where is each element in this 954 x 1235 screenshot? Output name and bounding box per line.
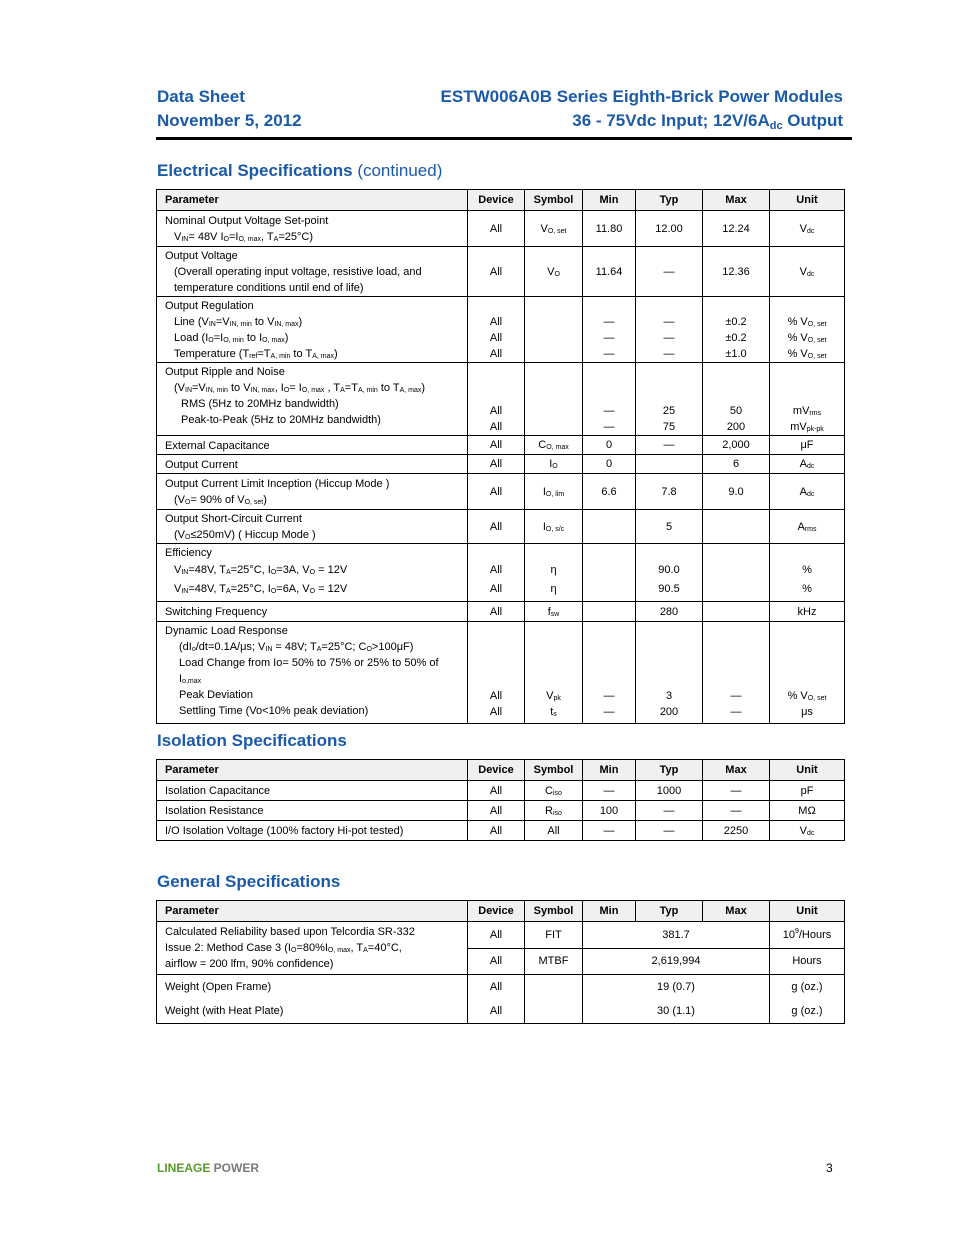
cell-symbol: $I_{O, s/c}$: [525, 510, 583, 544]
cell-typ: 1000: [636, 781, 703, 801]
cell-parameter: Output Ripple and Noise ($V_{IN}=V_{IN, min}$ to $V_{IN, max}$, $I_O= I_{O, max}$ , $T_A=T_{A, min}$ to $T_{A, max}$) RMS (5Hz to 20MHz bandwidth) Peak-to-Peak (5Hz to 20MHz bandwidth): [157, 363, 468, 436]
col-header-device: Device: [468, 760, 525, 781]
cell-typ: 5: [636, 510, 703, 544]
cell-max: 9.0: [703, 474, 770, 510]
cell-symbol: η η: [525, 544, 583, 602]
isolation-section-title: Isolation Specifications: [157, 731, 347, 750]
spec-row: [157, 474, 845, 510]
cell-symbol: [525, 297, 583, 363]
col-header-max: Max: [703, 190, 770, 211]
cell-parameter: Output Voltage (Overall operating input voltage, resistive load, and temperature conditions until end of life): [157, 247, 468, 297]
cell-parameter: Output Current Limit Inception (Hiccup Mode ) ($V_O= 90\%$ of $V_{O, set}$): [157, 474, 468, 510]
spec-row: [157, 922, 845, 949]
cell-min: [583, 544, 636, 602]
col-header-unit: Unit: [770, 760, 845, 781]
cell-min: —: [583, 821, 636, 841]
col-header-symbol: Symbol: [525, 760, 583, 781]
col-header-typ: Typ: [636, 901, 703, 922]
cell-max: 50 200: [703, 363, 770, 436]
doc-date: November 5, 2012: [157, 111, 302, 130]
cell-symbol: MTBF: [525, 948, 583, 975]
cell-typ: —: [636, 801, 703, 821]
spec-row: [157, 975, 845, 1024]
cell-typ: 90.0 90.5: [636, 544, 703, 602]
col-header-symbol: Symbol: [525, 901, 583, 922]
cell-unit: % $V_{O, set}$ % $V_{O, set}$ % $V_{O, set}$: [770, 297, 845, 363]
cell-min: 6.6: [583, 474, 636, 510]
spec-row: [157, 821, 845, 841]
cell-device: All: [468, 211, 525, 247]
electrical-section-title: Electrical Specifications (continued): [157, 161, 443, 180]
cell-device: All All: [468, 544, 525, 602]
col-header-device: Device: [468, 901, 525, 922]
cell-unit: $V_{dc}$: [770, 211, 845, 247]
spec-row: [157, 211, 845, 247]
cell-unit: $mV_{rms}$ $mV_{pk-pk}$: [770, 363, 845, 436]
cell-min: — —: [583, 622, 636, 724]
spec-row: [157, 510, 845, 544]
cell-min: 0: [583, 455, 636, 474]
cell-device: All: [468, 247, 525, 297]
cell-min: [583, 602, 636, 622]
cell-device: All: [468, 602, 525, 622]
cell-value: 2,619,994: [583, 948, 770, 975]
spec-row: [157, 363, 845, 436]
cell-symbol: $V_{pk}$ $t_s$: [525, 622, 583, 724]
cell-unit: μF: [770, 436, 845, 455]
cell-unit: kHz: [770, 602, 845, 622]
cell-unit: Hours: [770, 948, 845, 975]
cell-unit: $V_{dc}$: [770, 247, 845, 297]
cell-parameter: Nominal Output Voltage Set-point $V_{IN}= 48V$ $I_O=I_{O, max}$, $T_A=25^\circ C$): [157, 211, 468, 247]
col-header-max: Max: [703, 760, 770, 781]
cell-device: All: [468, 922, 525, 949]
cell-unit: pF: [770, 781, 845, 801]
cell-typ: —: [636, 436, 703, 455]
cell-max: [703, 544, 770, 602]
cell-device: All All: [468, 622, 525, 724]
cell-max: 2250: [703, 821, 770, 841]
col-header-unit: Unit: [770, 190, 845, 211]
cell-unit: g (oz.) g (oz.): [770, 975, 845, 1024]
product-subtitle: 36 - 75Vdc Input; $12V/6A_{dc}$ Output: [572, 111, 843, 132]
cell-unit: $A_{rms}$: [770, 510, 845, 544]
cell-device: All All All: [468, 297, 525, 363]
cell-device: All: [468, 455, 525, 474]
cell-min: 100: [583, 801, 636, 821]
cell-typ: 12.00: [636, 211, 703, 247]
cell-symbol: [525, 363, 583, 436]
cell-device: All: [468, 821, 525, 841]
cell-parameter: Dynamic Load Response ($dI_o/dt=0.1A/\mu s$; $V_{IN} = 48V$; $T_A=25^\circ C$; $C_O>100\mu F$) Load Change from Io= 50% to 75% or 25% to 50% of $I_{o,max}$ Peak Deviation Settling Time (Vo<10% peak deviation): [157, 622, 468, 724]
cell-device: All All: [468, 363, 525, 436]
cell-symbol: $C_{O, max}$: [525, 436, 583, 455]
spec-row: [157, 455, 845, 474]
cell-parameter: I/O Isolation Voltage (100% factory Hi-pot tested): [157, 821, 468, 841]
cell-min: [583, 510, 636, 544]
cell-symbol: $f_{sw}$: [525, 602, 583, 622]
doc-type-label: Data Sheet: [157, 87, 245, 106]
cell-max: [703, 510, 770, 544]
spec-row: [157, 801, 845, 821]
spec-row: [157, 781, 845, 801]
cell-unit: $A_{dc}$: [770, 474, 845, 510]
cell-symbol: $V_{O, set}$: [525, 211, 583, 247]
col-header-device: Device: [468, 190, 525, 211]
col-header-typ: Typ: [636, 760, 703, 781]
cell-symbol: $R_{iso}$: [525, 801, 583, 821]
footer-brand: LINEAGE POWER: [157, 1161, 260, 1175]
cell-typ: 3 200: [636, 622, 703, 724]
cell-device: All: [468, 474, 525, 510]
cell-parameter: Output Regulation Line ($V_{IN}=V_{IN, min}$ to $V_{IN, max}$) Load ($I_O=I_{O, min}$ to $I_{O, max}$) Temperature ($T_{ref}=T_{A, min}$ to $T_{A, max}$): [157, 297, 468, 363]
cell-symbol: FIT: [525, 922, 583, 949]
col-header-symbol: Symbol: [525, 190, 583, 211]
header-rule: [156, 137, 852, 140]
col-header-parameter: Parameter: [157, 190, 468, 211]
cell-parameter: Calculated Reliability based upon Telcordia SR-332 Issue 2: Method Case 3 ($I_O=80\%I_{O, max}$, $T_A=40^\circ C$, airflow = 200 lfm, 90% confidence): [157, 922, 468, 975]
cell-min: — —: [583, 363, 636, 436]
cell-symbol: All: [525, 821, 583, 841]
cell-symbol: $V_O$: [525, 247, 583, 297]
cell-symbol: $I_{O, lim}$: [525, 474, 583, 510]
cell-device: All All: [468, 975, 525, 1024]
cell-unit: $A_{dc}$: [770, 455, 845, 474]
cell-typ: [636, 455, 703, 474]
col-header-min: Min: [583, 190, 636, 211]
cell-parameter: Output Short-Circuit Current $(V_O\le 250mV)$ ( Hiccup Mode ): [157, 510, 468, 544]
spec-row: [157, 436, 845, 455]
cell-parameter: Isolation Resistance: [157, 801, 468, 821]
cell-unit: % %: [770, 544, 845, 602]
col-header-unit: Unit: [770, 901, 845, 922]
spec-row: [157, 602, 845, 622]
cell-typ: 7.8: [636, 474, 703, 510]
cell-max: 12.24: [703, 211, 770, 247]
cell-max: ±0.2 ±0.2 ±1.0: [703, 297, 770, 363]
spec-row: [157, 544, 845, 602]
cell-parameter: Efficiency $V_{IN}=48V$, $T_A=25^\circ C$, $I_O=3A$, $V_O = 12V$ $V_{IN}=48V$, $T_A=25^\circ C$, $I_O=6A$, $V_O = 12V$: [157, 544, 468, 602]
cell-value: 19 (0.7) 30 (1.1): [583, 975, 770, 1024]
col-header-parameter: Parameter: [157, 760, 468, 781]
cell-device: All: [468, 510, 525, 544]
cell-unit: $10^9$/Hours: [770, 922, 845, 949]
page-number: 3: [826, 1161, 833, 1175]
general-spec-table: [156, 900, 845, 1024]
cell-typ: — — —: [636, 297, 703, 363]
isolation-spec-table: [156, 759, 845, 841]
cell-value: 381.7: [583, 922, 770, 949]
cell-max: —: [703, 801, 770, 821]
cell-parameter: Switching Frequency: [157, 602, 468, 622]
cell-max: 6: [703, 455, 770, 474]
cell-parameter: External Capacitance: [157, 436, 468, 455]
cell-max: —: [703, 781, 770, 801]
cell-typ: 280: [636, 602, 703, 622]
col-header-parameter: Parameter: [157, 901, 468, 922]
cell-parameter: Output Current: [157, 455, 468, 474]
cell-typ: —: [636, 247, 703, 297]
general-section-title: General Specifications: [157, 872, 341, 891]
spec-row: [157, 297, 845, 363]
cell-unit: $V_{dc}$: [770, 821, 845, 841]
cell-device: All: [468, 436, 525, 455]
cell-parameter: Weight (Open Frame) Weight (with Heat Plate): [157, 975, 468, 1024]
cell-min: —: [583, 781, 636, 801]
cell-device: All: [468, 948, 525, 975]
cell-unit: % $V_{O, set}$ μs: [770, 622, 845, 724]
cell-symbol: $C_{iso}$: [525, 781, 583, 801]
cell-symbol: [525, 975, 583, 1024]
cell-device: All: [468, 801, 525, 821]
cell-min: 11.80: [583, 211, 636, 247]
spec-row: [157, 247, 845, 297]
cell-min: — — —: [583, 297, 636, 363]
cell-symbol: $I_O$: [525, 455, 583, 474]
cell-max: [703, 602, 770, 622]
spec-row: [157, 622, 845, 724]
col-header-typ: Typ: [636, 190, 703, 211]
cell-unit: MΩ: [770, 801, 845, 821]
cell-typ: 25 75: [636, 363, 703, 436]
cell-min: 11.64: [583, 247, 636, 297]
cell-min: 0: [583, 436, 636, 455]
col-header-min: Min: [583, 901, 636, 922]
cell-device: All: [468, 781, 525, 801]
col-header-max: Max: [703, 901, 770, 922]
col-header-min: Min: [583, 760, 636, 781]
cell-max: 12.36: [703, 247, 770, 297]
cell-max: — —: [703, 622, 770, 724]
cell-parameter: Isolation Capacitance: [157, 781, 468, 801]
cell-typ: —: [636, 821, 703, 841]
cell-max: 2,000: [703, 436, 770, 455]
product-title: ESTW006A0B Series Eighth-Brick Power Modules: [440, 87, 843, 106]
electrical-spec-table: [156, 189, 845, 724]
